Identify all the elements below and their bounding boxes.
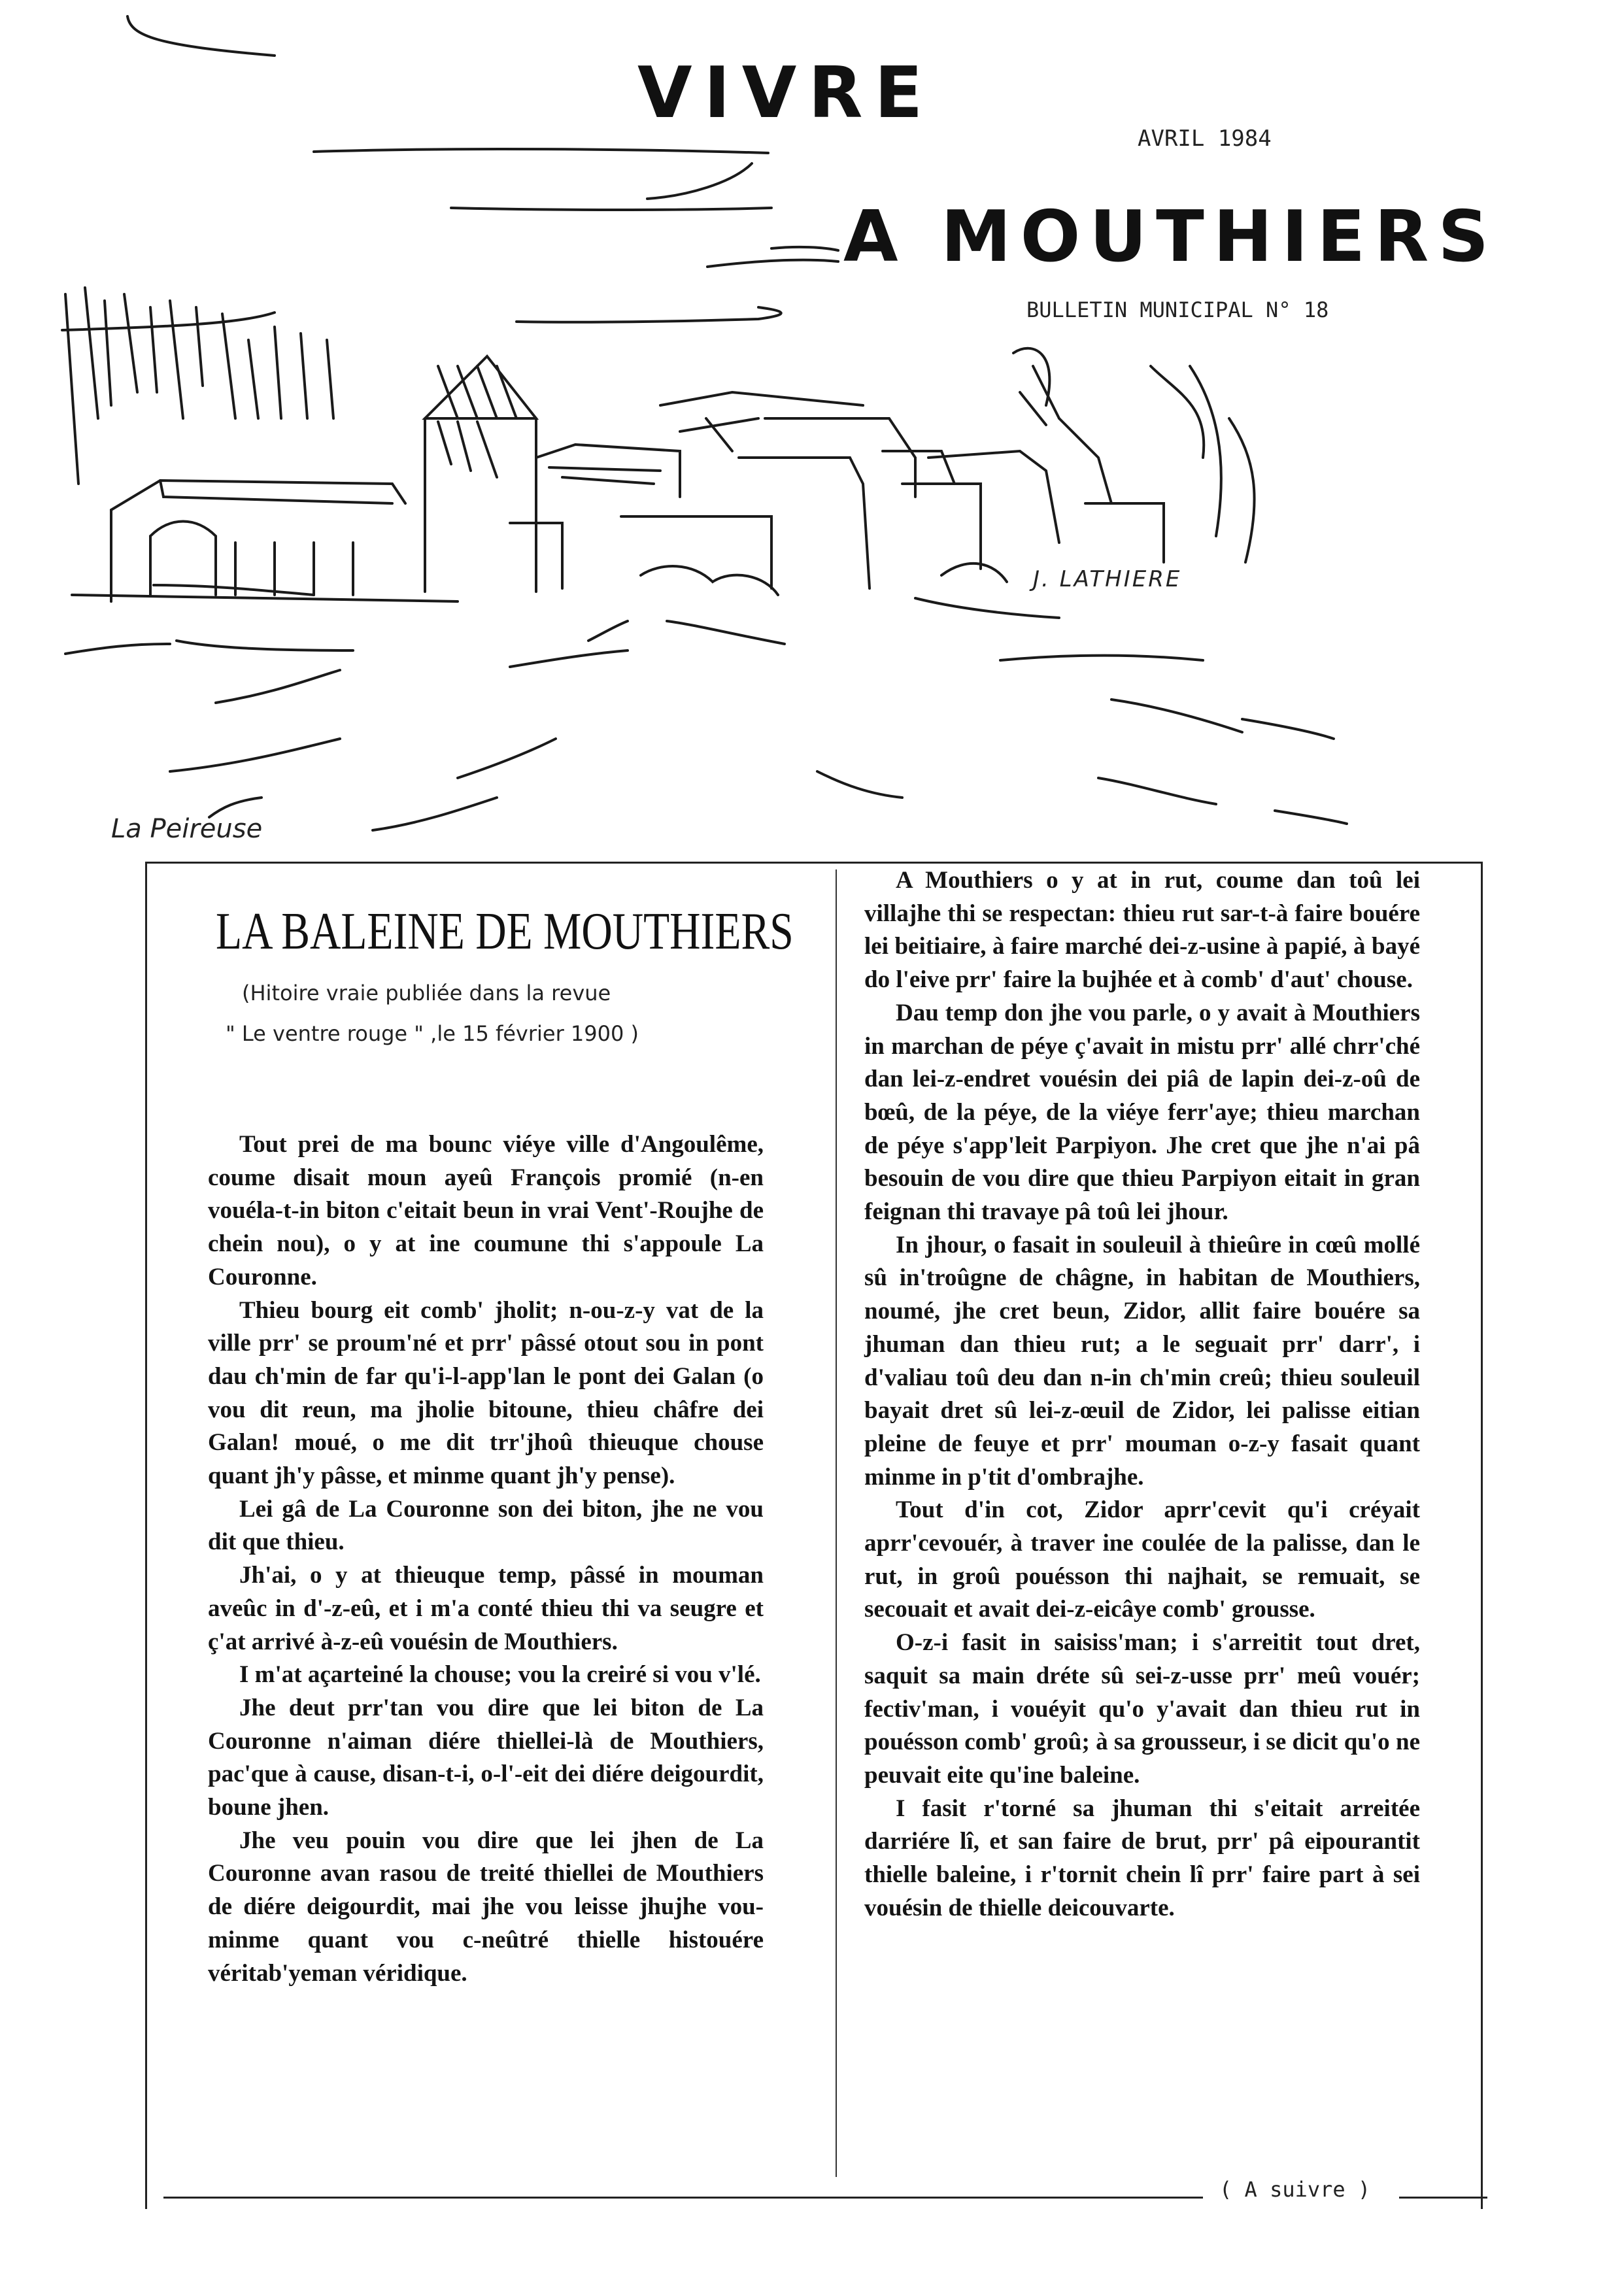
paragraph: Tout prei de ma bounc viéye ville d'Angoulême, coume disait moun ayeû François promié (n-en vouéla-t-in biton c'eitait beun in vrai Vent'-Roujhe de chein nou), o y at ine coumune thi s'appoule La Couronne.	[208, 1131, 764, 1290]
issue-date: AVRIL 1984	[1138, 126, 1272, 152]
paragraph: I fasit r'torné sa jhuman thi s'eitait arreitée darriére lî, et san faire de brut, prr' pâ eipourantit thielle baleine, i r'tornit chein lî prr' faire part à sei vouésin de thielle deicouvarte.	[864, 1795, 1420, 1921]
paragraph: O-z-i fasit in saisiss'man; i s'arreitit tout dret, saquit sa main dréte sû sei-z-usse prr' meû vouér; fectiv'man, i vouéyit qu'o y'avait dan thieu rut in pouésson comb' groû; à sa grousseur, i se dicit qu'o ne peuvait eite qu'ine baleine.	[864, 1629, 1420, 1789]
article-subtitle-line1: (Hitoire vraie publiée dans la revue	[242, 981, 611, 1005]
artist-signature: J. LATHIERE	[1033, 566, 1182, 592]
paragraph: Thieu bourg eit comb' jholit; n-ou-z-y vat de la ville prr' se proum'né et prr' pâssé otout sou in pont dau ch'min de far qu'i-l-app'lan le pont dei Galan (o vou dit reun, ma jholie bitoune, thieu châfre dei Galan! moué, o me dit trr'jhoû thieuque chouse quant jh'y pâsse, et minme quant jh'y pense).	[208, 1296, 764, 1490]
paragraph: I m'at açarteiné la chouse; vou la creiré si vou v'lé.	[239, 1661, 761, 1689]
bulletin-number: BULLETIN MUNICIPAL N° 18	[1026, 297, 1329, 322]
paragraph: Jhe deut prr'tan vou dire que lei biton de La Couronne n'aiman diére thiellei-là de Mouthiers, pac'que à cause, disan-t-i, o-l'-eit dei diére deigourdit, boune jhen.	[208, 1694, 764, 1821]
continued-notice: ( A suivre )	[1219, 2177, 1371, 2202]
paragraph: A Mouthiers o y at in rut, coume dan toû lei villajhe thi se respectan: thieu rut sar-t-à faire bouére lei beitiaire, à faire marché dei-z-usine à papié, à bayé do l'eive prr' faire la bujhée et à comb' d'aut' chouse.	[864, 867, 1420, 994]
paragraph: In jhour, o fasait in souleuil à thieûre in cœû mollé sû in'troûgne de châgne, in habitan de Mouthiers, noumé, jhe cret beun, Zidor, allit faire bouére sa jhuman dan thieu rut; a le seguait prr' darr', i d'valiau toû deu dan n-in ch'min creû; thieu souleuil bayait dret sû lei-z-œuil de Zidor, lei palisse eitian pleine de feuye et prr' mouman o-z-y fasait quant minme in p'tit d'ombrajhe.	[864, 1231, 1420, 1491]
paragraph: Jhe veu pouin vou dire que lei jhen de La Couronne avan rasou de treité thiellei de Mouthiers de diére deigourdit, mai jhe vou leisse jhujhe vou-minme quant vou c-neûtré thielle histouére véritab'yeman véridique.	[208, 1827, 764, 1987]
paragraph: Dau temp don jhe vou parle, o y avait à Mouthiers in marchan de péye ç'avait in mistu prr' allé chrr'ché dan lei-z-endret vouésin dei piâ de lapin dei-z-oû de bœû, de la péye, de la viéye ferr'aye; thieu marchan de péye s'app'leit Parpiyon. Jhe cret que jhe n'ai pâ besouin de vou dire que thieu Parpiyon eitait in gran feignan thi travaye pâ toû lei jhour.	[864, 999, 1420, 1226]
article-right-column	[864, 864, 1420, 1925]
masthead-title-line1: VIVRE	[637, 52, 935, 134]
masthead-title-line2: A MOUTHIERS	[843, 196, 1498, 278]
illustration-caption: La Peireuse	[111, 814, 263, 844]
bottom-rule-end	[1399, 2197, 1487, 2199]
article-subtitle-line2: " Le ventre rouge " ,le 15 février 1900 )	[226, 1021, 639, 1046]
bottom-rule	[163, 2197, 1203, 2199]
article-left-column	[208, 1128, 764, 1990]
paragraph: Jh'ai, o y at thieuque temp, pâssé in mouman aveûc in d'-z-eû, et i m'a conté thieu thi va seugre et ç'at arrivé à-z-eû vouésin de Mouthiers.	[208, 1562, 764, 1655]
article-title: LA BALEINE DE MOUTHIERS	[216, 903, 794, 960]
column-divider	[836, 869, 837, 2177]
paragraph: Tout d'in cot, Zidor aprr'cevit qu'i créyait aprr'cevouér, à traver ine coulée de la palisse, dan le rut, in groû pouésson thi najhait, se remuait, se secouait et avait dei-z-eicâye comb' grousse.	[864, 1496, 1420, 1623]
paragraph: Lei gâ de La Couronne son dei biton, jhe ne vou dit que thieu.	[208, 1495, 764, 1556]
